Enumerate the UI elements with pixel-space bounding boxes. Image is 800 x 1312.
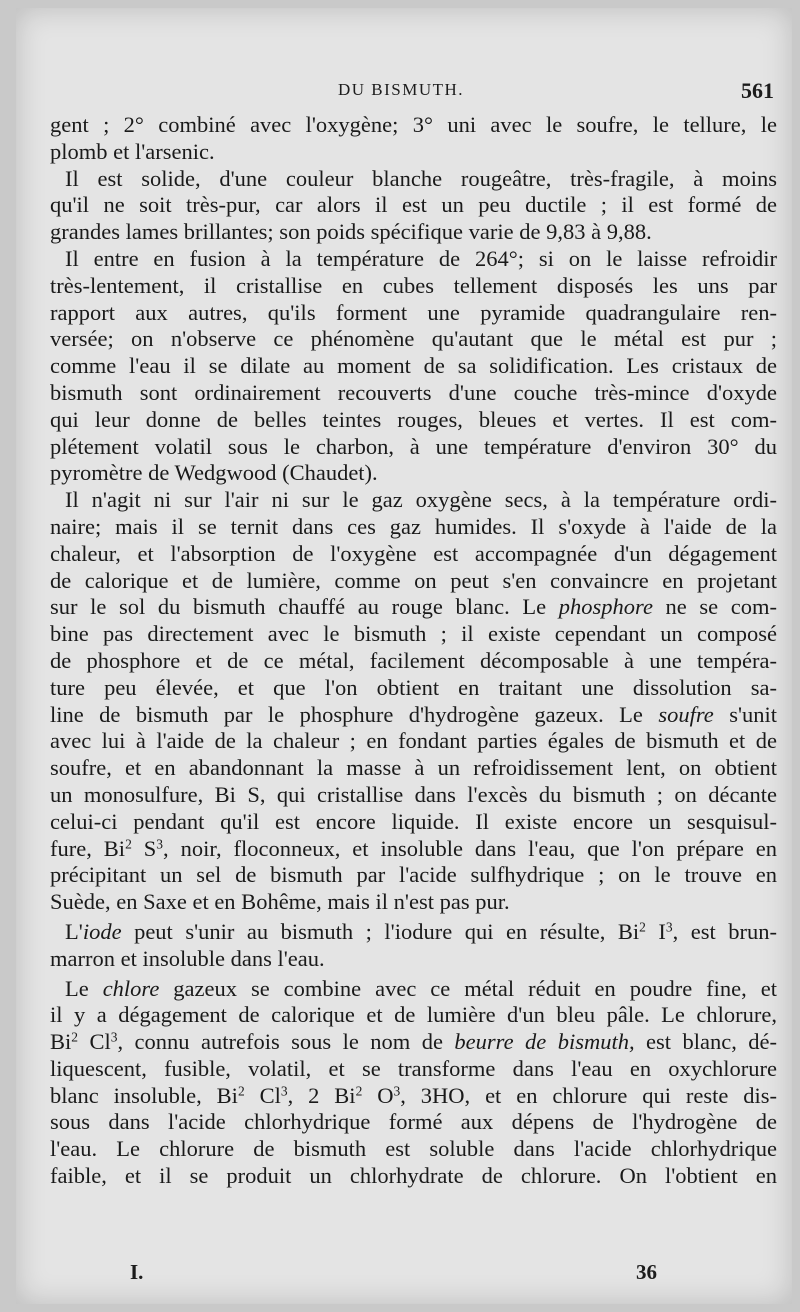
text-line: ture peu élevée, et que l'on obtient en traitant une dissolution sa- xyxy=(50,674,777,700)
text-line: de phosphore et de ce métal, facilement décomposable à une tempéra- xyxy=(50,647,777,673)
superscript: 3 xyxy=(110,1029,118,1045)
signature-mark-sheet: 36 xyxy=(636,1260,657,1284)
text-line: soufre, et en abandonnant la masse à un refroidissement lent, on obtient xyxy=(50,755,777,781)
page-footer xyxy=(16,1260,792,1290)
text-run: , est brun- xyxy=(672,918,778,944)
text-run: peut s'unir au bismuth ; l'iodure qui en résulte, Bi xyxy=(121,918,640,944)
italic-term-iode: iode xyxy=(82,918,122,944)
superscript: 2 xyxy=(355,1083,363,1099)
text-run: blanc insoluble, Bi xyxy=(50,1082,238,1108)
text-line xyxy=(50,919,777,946)
text-line: gent ; 2° combiné avec l'oxygène; 3° uni avec le soufre, le tellure, le xyxy=(50,112,777,137)
text-line: sous dans l'acide chlorhydrique formé aux dépens de l'hydrogène de xyxy=(50,1109,777,1135)
text-line: naire; mais il se ternit dans ces gaz humides. Il s'oxyde à l'aide de la xyxy=(50,513,777,539)
paragraph-4 xyxy=(50,487,777,916)
text-line: avec lui à l'aide de la chaleur ; en fondant parties égales de bismuth et de xyxy=(50,728,777,754)
text-run: line de bismuth par le phosphure d'hydrogène gazeux. Le xyxy=(50,701,659,727)
text-line xyxy=(50,836,777,863)
superscript: 3 xyxy=(393,1083,401,1099)
text-line xyxy=(50,702,777,729)
text-line: comme l'eau il se dilate au moment de sa solidification. Les cristaux de xyxy=(50,353,777,379)
text-line: rapport aux autres, qu'ils forment une pyramide quadrangulaire ren- xyxy=(50,299,777,325)
superscript: 2 xyxy=(639,919,646,935)
text-line: bismuth sont ordinairement recouverts d'une couche très-mince d'oxyde xyxy=(50,379,777,405)
text-run: S xyxy=(131,835,157,861)
paragraph-6 xyxy=(50,976,777,1190)
text-run: , noir, floconneux, et insoluble dans l'eau, que l'on prépare en xyxy=(163,835,778,861)
text-run: , 3HO, et en chlorure qui reste dis- xyxy=(400,1082,778,1108)
text-line: l'eau. Le chlorure de bismuth est soluble dans l'acide chlorhydrique xyxy=(50,1136,777,1162)
page-header xyxy=(16,78,792,108)
italic-term-beurre-de-bismuth: beurre de bismuth, xyxy=(454,1029,635,1055)
text-line: plomb et l'arsenic. xyxy=(50,138,215,164)
text-line: plétement volatil sous le charbon, à une température d'environ 30° du xyxy=(50,433,777,459)
text-run: , 2 Bi xyxy=(287,1082,356,1108)
italic-term-phosphore: phosphore xyxy=(558,594,653,620)
superscript: 3 xyxy=(156,836,164,852)
text-run: Bi xyxy=(50,1029,72,1055)
text-run: L' xyxy=(65,918,83,944)
text-run: s'unit xyxy=(713,701,778,727)
text-line: il y a dégagement de calorique et de lumière d'un bleu pâle. Le chlorure, xyxy=(50,1002,777,1028)
text-line xyxy=(50,1083,777,1110)
text-line: versée; on n'observe ce phénomène qu'autant que le métal est pur ; xyxy=(50,326,777,352)
text-line: Il est solide, d'une couleur blanche rougeâtre, très-fragile, à moins xyxy=(65,165,777,191)
text-line: qui leur donne de belles teintes rouges, bleues et vertes. Il est com- xyxy=(50,406,777,432)
text-line: chaleur, et l'absorption de l'oxygène est accompagnée d'un dégagement xyxy=(50,540,777,566)
text-line: Il n'agit ni sur l'air ni sur le gaz oxygène secs, à la température ordi- xyxy=(65,487,777,513)
text-line: liquescent, fusible, volatil, et se transforme dans l'eau en oxychlorure xyxy=(50,1055,777,1081)
text-line: grandes lames brillantes; son poids spécifique varie de 9,83 à 9,88. xyxy=(50,219,652,245)
text-run: est blanc, dé- xyxy=(634,1029,778,1055)
text-line: Suède, en Saxe et en Bohême, mais il n'est pas pur. xyxy=(50,889,510,915)
text-line: Il entre en fusion à la température de 264°; si on le laisse refroidir xyxy=(65,245,777,271)
text-line: bine pas directement avec le bismuth ; il existe cependant un composé xyxy=(50,621,777,647)
superscript: 2 xyxy=(125,836,132,852)
text-line xyxy=(50,594,777,621)
page-number: 561 xyxy=(741,78,774,103)
text-line: très-lentement, il cristallise en cubes tellement disposés les uns par xyxy=(50,272,777,298)
paragraph-1 xyxy=(50,112,777,166)
text-line: précipitant un sel de bismuth par l'acide sulfhydrique ; on le trouve en xyxy=(50,862,777,888)
text-run: I xyxy=(645,918,666,944)
paragraph-2 xyxy=(50,166,777,246)
superscript: 3 xyxy=(665,919,673,935)
text-line: un monosulfure, Bi S, qui cristallise dans l'excès du bismuth ; on décante xyxy=(50,781,777,807)
text-line: de calorique et de lumière, comme on peut s'en convaincre en projetant xyxy=(50,567,777,593)
text-run: fure, Bi xyxy=(50,835,126,861)
running-title: DU BISMUTH. xyxy=(338,80,465,99)
text-run: ne se com- xyxy=(652,594,777,620)
text-run: O xyxy=(362,1082,394,1108)
text-run: sur le sol du bismuth chauffé au rouge blanc. Le xyxy=(50,594,559,620)
text-run: Cl xyxy=(244,1082,281,1108)
text-line: qu'il ne soit très-pur, car alors il est un peu ductile ; il est formé de xyxy=(50,192,777,218)
book-page xyxy=(16,8,792,1304)
paragraph-5 xyxy=(50,919,777,973)
text-run: Cl xyxy=(78,1029,111,1055)
signature-mark-volume: I. xyxy=(130,1260,144,1284)
body-text xyxy=(50,112,777,1190)
text-run: Le xyxy=(65,975,103,1001)
superscript: 3 xyxy=(280,1083,288,1099)
text-line: pyromètre de Wedgwood (Chaudet). xyxy=(50,460,378,486)
paragraph-3 xyxy=(50,246,777,487)
text-line: celui-ci pendant qu'il est encore liquide. Il existe encore un sesquisul- xyxy=(50,808,777,834)
text-run: , connu autrefois sous le nom de xyxy=(117,1029,455,1055)
text-line xyxy=(50,1029,777,1056)
superscript: 2 xyxy=(237,1083,245,1099)
text-line xyxy=(50,976,777,1003)
text-line: faible, et il se produit un chlorhydrate de chlorure. On l'obtient en xyxy=(50,1163,777,1189)
text-run: gazeux se combine avec ce métal réduit en poudre fine, et xyxy=(159,975,777,1001)
superscript: 2 xyxy=(71,1029,79,1045)
italic-term-chlore: chlore xyxy=(102,975,160,1001)
italic-term-soufre: soufre xyxy=(658,701,714,727)
text-line: marron et insoluble dans l'eau. xyxy=(50,945,325,971)
